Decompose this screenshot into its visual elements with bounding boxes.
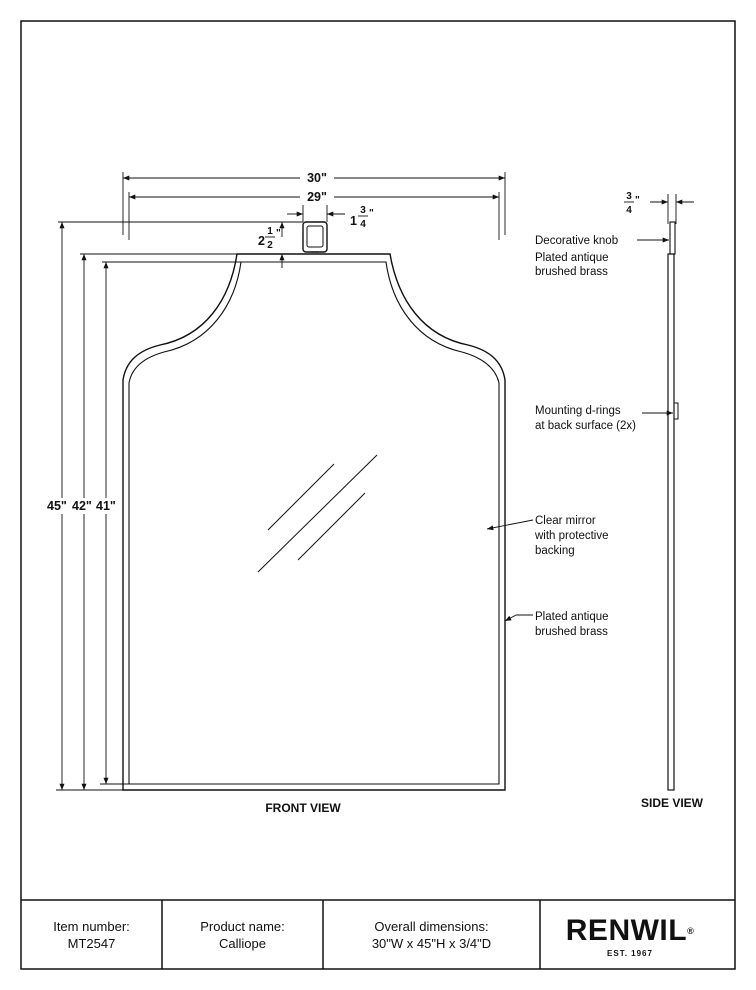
svg-text:3: 3 xyxy=(360,205,366,216)
front-view-label: FRONT VIEW xyxy=(265,801,341,815)
front-view-drawing xyxy=(123,222,505,790)
renwil-logo xyxy=(545,915,715,958)
svg-text:2: 2 xyxy=(258,234,265,248)
mirror-inner-outline xyxy=(129,262,499,784)
svg-text:4: 4 xyxy=(626,205,632,216)
product-name-value: Calliope xyxy=(219,936,266,951)
svg-text:1: 1 xyxy=(267,226,273,237)
reflection-line xyxy=(298,493,365,560)
svg-text:4: 4 xyxy=(360,219,366,230)
dim-width-outer: 30" xyxy=(307,171,327,185)
product-name-cell xyxy=(162,918,323,952)
product-name-label: Product name: xyxy=(200,919,285,934)
item-number-label: Item number: xyxy=(53,919,130,934)
callout-frame-finish: Plated antique brushed brass xyxy=(535,611,609,638)
dim-height-frame: 42" xyxy=(72,499,92,513)
dim-depth xyxy=(624,191,640,216)
sheet-border xyxy=(21,21,735,969)
logo-tagline: EST. 1967 xyxy=(607,949,653,958)
logo-registered: ® xyxy=(687,926,695,936)
front-leaders xyxy=(487,520,533,621)
callout-mirror: Clear mirror with protective backing xyxy=(535,515,609,557)
callout-knob: Decorative knob Plated antique brushed brass xyxy=(535,235,619,278)
overall-dimensions-label: Overall dimensions: xyxy=(374,919,489,934)
side-profile xyxy=(668,254,674,790)
side-knob xyxy=(670,222,675,254)
svg-text:1: 1 xyxy=(350,214,357,228)
dim-height-overall: 45" xyxy=(47,499,67,513)
decorative-knob-inner xyxy=(307,226,323,247)
svg-text:": " xyxy=(276,228,281,239)
logo-wordmark: RENWIL xyxy=(565,914,688,947)
frame-outer-outline xyxy=(123,254,505,790)
dim-width-inner: 29" xyxy=(307,190,327,204)
svg-text:2: 2 xyxy=(267,240,273,251)
dim-height-mirror: 41" xyxy=(96,499,116,513)
overall-dimensions-value: 30"W x 45"H x 3/4"D xyxy=(371,936,492,951)
side-view-label: SIDE VIEW xyxy=(640,796,704,810)
side-view-drawing xyxy=(637,194,694,790)
dim-knob-width xyxy=(350,205,374,230)
dim-knob-height xyxy=(258,226,281,251)
reflection-line xyxy=(268,464,334,530)
svg-text:": " xyxy=(369,208,374,219)
svg-text:3: 3 xyxy=(626,191,632,202)
callout-d-rings: Mounting d-rings at back surface (2x) xyxy=(535,405,636,432)
item-number-value: MT2547 xyxy=(67,936,116,951)
svg-text:": " xyxy=(635,195,640,206)
overall-dimensions-cell xyxy=(323,918,540,952)
reflection-line xyxy=(258,455,377,572)
item-number-cell xyxy=(21,918,162,952)
